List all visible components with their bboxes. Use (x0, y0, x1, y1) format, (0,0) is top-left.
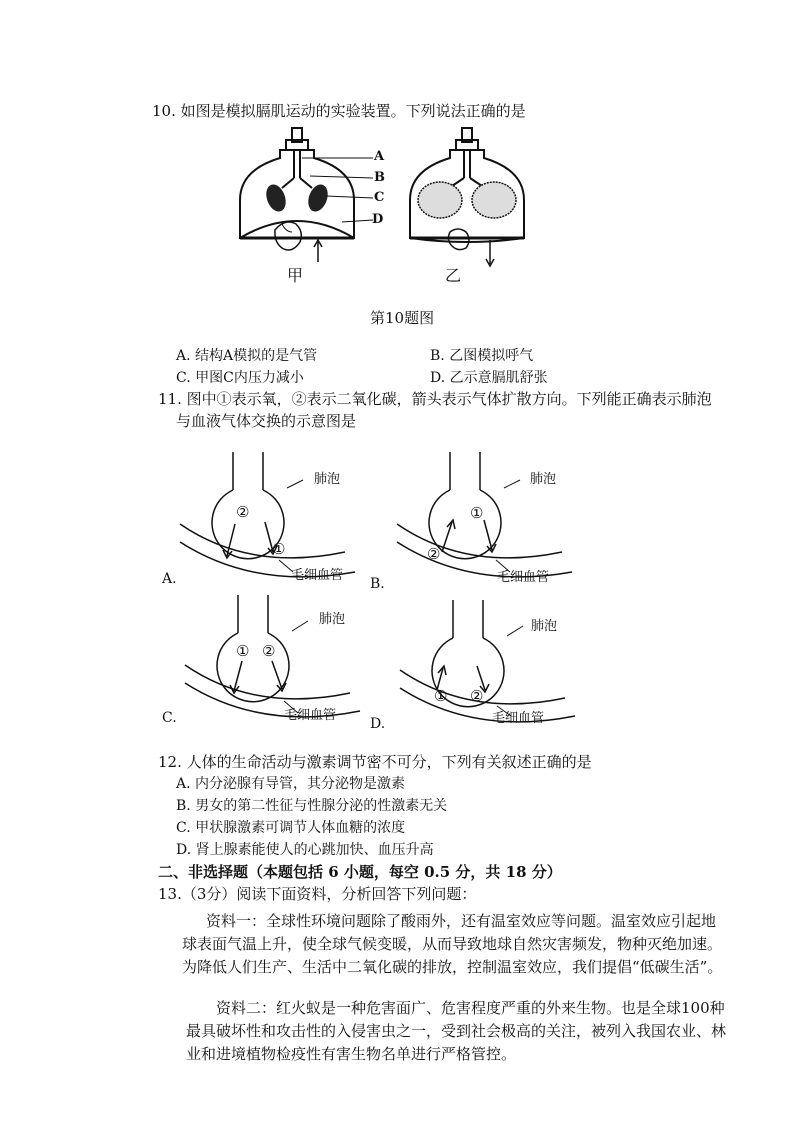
d-capillary-label: 毛细血管 (492, 711, 545, 726)
q11-option-c: C. (162, 710, 177, 726)
figure-caption: 第10题图 (370, 309, 435, 327)
q13-material2-line3: 业和进境植物检疫性有害生物名单进行严格管控。 (186, 1045, 517, 1063)
q12-option-b: B. 男女的第二性征与性腺分泌的性激素无关 (176, 798, 448, 814)
diaphragm-model-yi (400, 120, 550, 290)
a-circle-2: ② (236, 503, 250, 521)
a-capillary-label: 毛细血管 (291, 568, 344, 583)
q13-material2-line2: 最具破坏性和攻击性的入侵害虫之一，受到社会极高的关注，被列入我国农业、林 (186, 1022, 727, 1040)
q11-option-b: B. (370, 576, 385, 592)
q13-material1-line3: 为降低人们生产、生活中二氧化碳的排放，控制温室效应，我们提倡“低碳生活”。 (182, 958, 723, 976)
q10-stem: 10. 如图是模拟膈肌运动的实验装置。下列说法正确的是 (152, 102, 526, 120)
c-alveolus-label: 肺泡 (319, 612, 346, 627)
fig-jia-label: 甲 (287, 266, 304, 285)
alveolus-diagram-c (180, 595, 380, 725)
q11-option-d: D. (370, 716, 386, 732)
b-capillary-label: 毛细血管 (497, 570, 550, 585)
label-d: D (372, 212, 384, 227)
q13-material1-line1: 资料一：全球性环境问题除了酸雨外，还有温室效应等问题。温室效应引起地 (206, 912, 717, 930)
fig-yi-label: 乙 (445, 266, 462, 285)
c-circle-1: ① (236, 642, 250, 660)
q10-option-b: B. 乙图模拟呼气 (430, 348, 534, 364)
q13-material1-line2: 球表面气温上升，使全球气候变暖，从而导致地球自然灾害频发，物种灭绝加速。 (182, 935, 723, 953)
label-a: A (374, 149, 385, 164)
q13-material2-line1: 资料二：红火蚁是一种危害面广、危害程度严重的外来生物。也是全球100种 (216, 999, 725, 1017)
label-b: B (374, 170, 385, 185)
section-two-heading: 二、非选择题（本题包括 6 小题，每空 0.5 分，共 18 分） (158, 863, 562, 881)
q11-option-a: A. (162, 571, 177, 587)
d-alveolus-label: 肺泡 (531, 619, 558, 634)
q10-option-c: C. 甲图C内压力减小 (176, 370, 304, 386)
q11-stem-line2: 与血液气体交换的示意图是 (176, 412, 357, 430)
d-circle-1: ① (434, 687, 448, 705)
a-circle-1: ① (272, 540, 286, 558)
alveolus-diagram-a (175, 452, 375, 582)
b-circle-2: ② (427, 545, 441, 563)
q11-stem-line1: 11. 图中①表示氧，②表示二氧化碳，箭头表示气体扩散方向。下列能正确表示肺泡 (158, 390, 712, 408)
q12-option-d: D. 肾上腺素能使人的心跳加快、血压升高 (176, 842, 434, 858)
q12-option-a: A. 内分泌腺有导管，其分泌物是激素 (176, 776, 406, 792)
q12-option-c: C. 甲状腺激素可调节人体血糖的浓度 (176, 820, 406, 836)
b-alveolus-label: 肺泡 (530, 472, 557, 487)
alveolus-diagram-b (392, 452, 592, 582)
c-circle-2: ② (262, 642, 276, 660)
c-capillary-label: 毛细血管 (284, 708, 337, 723)
label-c: C (374, 190, 385, 205)
q10-option-d: D. 乙示意膈肌舒张 (430, 370, 548, 386)
d-circle-2: ② (470, 687, 484, 705)
q12-stem: 12. 人体的生命活动与激素调节密不可分，下列有关叙述正确的是 (158, 753, 592, 771)
a-alveolus-label: 肺泡 (314, 472, 341, 487)
b-circle-1: ① (470, 504, 484, 522)
q13-stem: 13.（3分）阅读下面资料，分析回答下列问题： (158, 885, 477, 903)
q10-option-a: A. 结构A模拟的是气管 (176, 348, 318, 364)
